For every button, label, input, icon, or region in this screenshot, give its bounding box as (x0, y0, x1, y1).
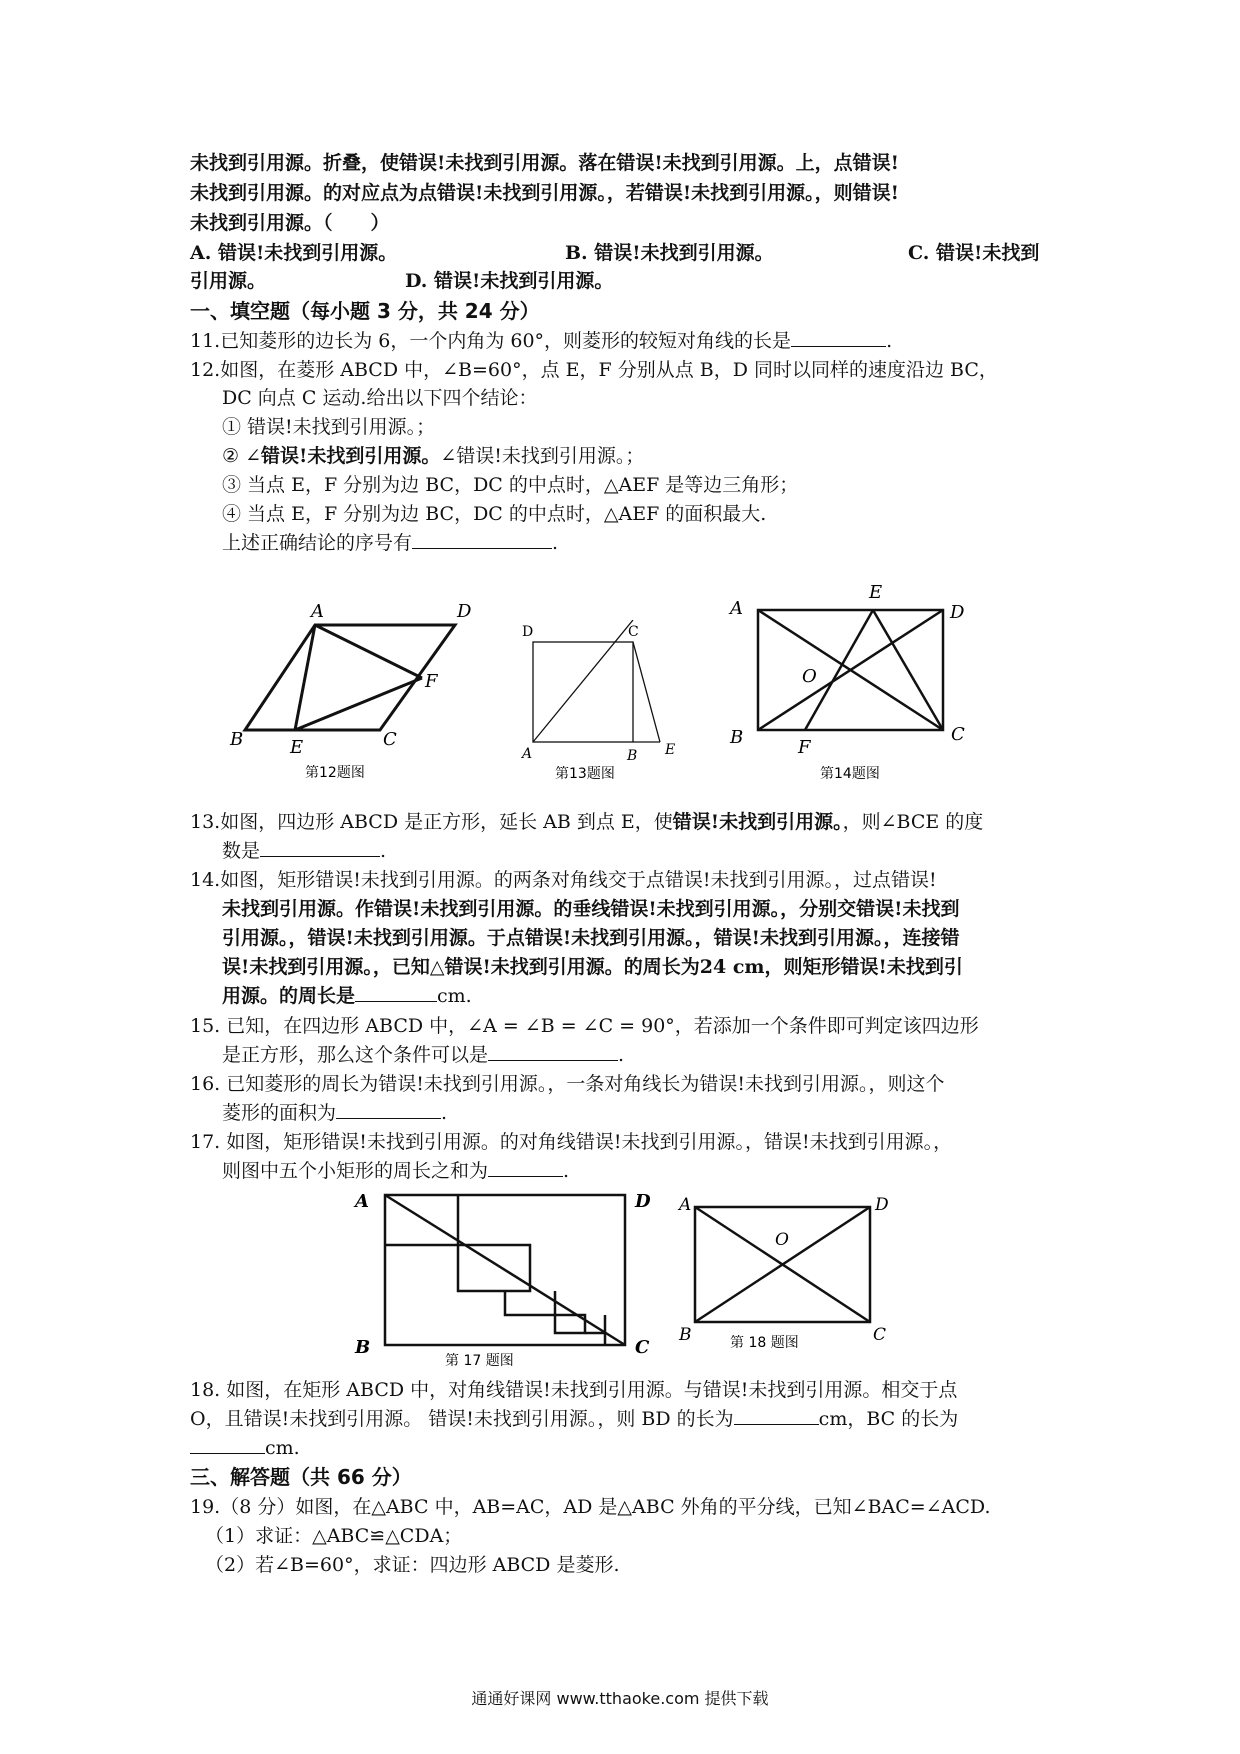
section-fill-in-heading: 一、填空题（每小题 3 分，共 24 分） (190, 299, 540, 323)
figure-12 (225, 595, 485, 785)
vertex-label: E (869, 582, 883, 603)
q10-line3: 未找到引用源。（ ） (190, 212, 390, 234)
vertex-label: E (290, 737, 304, 758)
figure-18 (675, 1192, 895, 1352)
figure-caption: 第12题图 (305, 765, 365, 781)
question-14-line5: 用源。的周长是 cm. (222, 985, 472, 1007)
vertex-label: B (355, 1337, 371, 1358)
question-11: 11.已知菱形的边长为 6，一个内角为 60°，则菱形的较短对角线的长是 . (190, 330, 893, 352)
question-12-conclusion-1: ① 错误!未找到引用源。； (222, 416, 436, 438)
answer-blank (190, 1435, 265, 1454)
answer-blank (260, 838, 380, 857)
question-19-part1: （1）求证：△ABC≌△CDA； (205, 1525, 463, 1547)
vertex-label: D (875, 1195, 889, 1215)
vertex-label: C (635, 1337, 650, 1358)
answer-blank (791, 328, 886, 347)
vertex-label: B (730, 727, 744, 748)
question-19-line1: 19.（8 分）如图，在△ABC 中，AB=AC，AD 是△ABC 外角的平分线，已知∠BAC=∠ACD. (190, 1496, 991, 1518)
vertex-label: F (425, 671, 438, 692)
page-footer: 通通好课网 www.tthaoke.com 提供下载 (471, 1689, 769, 1708)
section-solve-heading: 三、解答题（共 66 分） (190, 1465, 412, 1489)
q10-line1: 未找到引用源。折叠，使错误!未找到引用源。落在错误!未找到引用源。上，点错误! (190, 152, 900, 174)
figure-caption: 第 18 题图 (730, 1335, 799, 1351)
vertex-label: A (730, 598, 743, 619)
q10-option-c: C. 错误!未找到 (908, 242, 1040, 264)
vertex-label: D (635, 1191, 651, 1212)
question-13-line2: 数是 . (222, 840, 387, 862)
question-17-line2: 则图中五个小矩形的周长之和为 . (222, 1160, 570, 1182)
question-16-line2: 菱形的面积为 . (222, 1102, 448, 1124)
vertex-label: B (230, 729, 244, 750)
question-16-line1: 16. 已知菱形的周长为错误!未找到引用源。，一条对角线长为错误!未找到引用源。，则这个 (190, 1073, 945, 1095)
question-12-line2: DC 向点 C 运动.给出以下四个结论： (222, 387, 538, 409)
figure-14 (725, 578, 985, 785)
q10-line2: 未找到引用源。的对应点为点错误!未找到引用源。，若错误!未找到引用源。，则错误! (190, 182, 900, 204)
answer-blank (488, 1158, 563, 1177)
question-14-line4: 误!未找到引用源。，已知△错误!未找到引用源。的周长为24 cm，则矩形错误!未找到引 (222, 956, 963, 978)
vertex-label: C (383, 729, 397, 750)
question-19-part2: （2）若∠B=60°，求证：四边形 ABCD 是菱形. (205, 1554, 620, 1576)
vertex-label: A (311, 601, 324, 622)
answer-blank (355, 983, 437, 1002)
q10-option-b: B. 错误!未找到引用源。 (565, 242, 774, 264)
question-14-line3: 引用源。，错误!未找到引用源。于点错误!未找到引用源。，错误!未找到引用源。，连接错 (222, 927, 960, 949)
question-18-line2: O，且错误!未找到引用源。 错误!未找到引用源。，则 BD 的长为 cm，BC 的长为 (190, 1408, 959, 1430)
question-17-line1: 17. 如图，矩形错误!未找到引用源。的对角线错误!未找到引用源。，错误!未找到引用源。， (190, 1131, 953, 1153)
vertex-label: C (873, 1325, 887, 1345)
figure-17 (345, 1185, 655, 1370)
answer-blank (488, 1042, 618, 1061)
vertex-label: F (798, 737, 811, 758)
vertex-label: A (522, 746, 533, 762)
answer-blank (336, 1100, 441, 1119)
vertex-label: D (457, 601, 472, 622)
q10-option-a: A. 错误!未找到引用源。 (190, 242, 398, 264)
vertex-label: A (679, 1195, 692, 1215)
vertex-label: D (522, 624, 534, 640)
figure-caption: 第14题图 (820, 766, 880, 782)
figure-caption: 第 17 题图 (445, 1353, 514, 1369)
vertex-label: B (679, 1325, 692, 1345)
question-12-conclusion-2: ② ∠错误!未找到引用源。∠错误!未找到引用源。； (222, 445, 645, 467)
vertex-label: E (665, 742, 676, 758)
vertex-label: C (628, 624, 639, 640)
figure-13 (510, 620, 690, 785)
vertex-label: D (950, 602, 965, 623)
question-14-line2: 未找到引用源。作错误!未找到引用源。的垂线错误!未找到引用源。，分别交错误!未找到 (222, 898, 960, 920)
q10-option-d: D. 错误!未找到引用源。 (405, 270, 614, 292)
answer-blank (412, 530, 552, 549)
vertex-label: O (802, 666, 817, 687)
question-12-line1: 12.如图，在菱形 ABCD 中，∠B=60°，点 E，F 分别从点 B，D 同时以同样的速度沿边 BC， (190, 359, 998, 381)
answer-blank (734, 1406, 819, 1425)
vertex-label: A (355, 1191, 369, 1212)
vertex-label: O (775, 1230, 789, 1250)
question-18-line1: 18. 如图，在矩形 ABCD 中，对角线错误!未找到引用源。与错误!未找到引用源。相交于点 (190, 1379, 958, 1401)
figure-caption: 第13题图 (555, 766, 615, 782)
question-18-line3: cm. (190, 1435, 300, 1461)
question-12-ask: 上述正确结论的序号有 . (222, 532, 559, 554)
question-12-conclusion-3: ③ 当点 E，F 分别为边 BC，DC 的中点时，△AEF 是等边三角形； (222, 474, 799, 496)
question-15-line1: 15. 已知，在四边形 ABCD 中，∠A = ∠B = ∠C = 90°，若添加一个条件即可判定该四边形 (190, 1015, 979, 1037)
question-14-line1: 14.如图，矩形错误!未找到引用源。的两条对角线交于点错误!未找到引用源。，过点错误! (190, 869, 937, 891)
question-13-line1: 13.如图，四边形 ABCD 是正方形，延长 AB 到点 E，使错误!未找到引用源。，则∠BCE 的度 (190, 811, 984, 833)
question-12-conclusion-4: ④ 当点 E，F 分别为边 BC，DC 的中点时，△AEF 的面积最大. (222, 503, 767, 525)
vertex-label: B (627, 748, 638, 764)
question-15-line2: 是正方形，那么这个条件可以是 . (222, 1044, 625, 1066)
vertex-label: C (951, 724, 965, 745)
q10-option-c-cont: 引用源。 (190, 270, 267, 292)
